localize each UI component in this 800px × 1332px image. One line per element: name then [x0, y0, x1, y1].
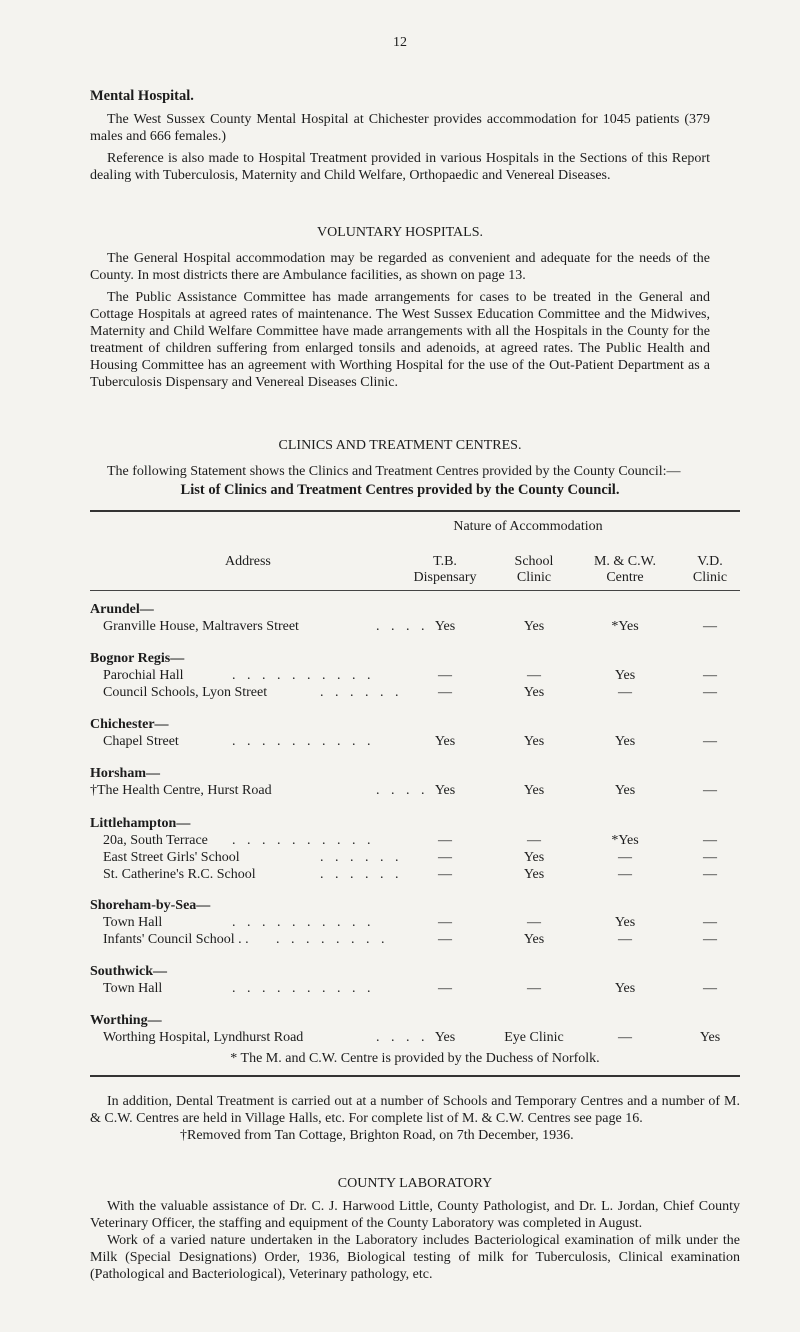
- row-vd: —: [703, 668, 717, 683]
- column-header-address: Address: [225, 554, 271, 569]
- table-top-rule: [90, 510, 740, 512]
- row-tb: —: [438, 668, 452, 683]
- row-vd: Yes: [699, 1030, 721, 1045]
- dot-leader: . . . . . . . . . .: [232, 668, 375, 683]
- column-header-mcw-line1: M. & C.W.: [593, 554, 657, 569]
- column-header-school-line1: School: [514, 554, 554, 569]
- row-school: Yes: [523, 783, 545, 798]
- row-tb: —: [438, 685, 452, 700]
- row-school: —: [527, 833, 541, 848]
- group-name-arundel: Arundel—: [90, 602, 154, 617]
- dot-leader: . . . . . . . . . .: [232, 734, 375, 749]
- column-header-mcw: [575, 554, 675, 586]
- row-mcw: *Yes: [611, 619, 639, 634]
- row-address: 20a, South Terrace: [103, 833, 208, 848]
- mental-hospital-heading: Mental Hospital.: [90, 88, 194, 104]
- laboratory-paragraph-1: With the valuable assistance of Dr. C. J. Harwood Little, County Pathologist, and Dr. L. Jordan, Chief County Veterinary Officer, the staffing and equipment of the County Laboratory was completed in August.: [90, 1199, 740, 1231]
- row-vd: —: [703, 619, 717, 634]
- mental-hospital-paragraph-2: Reference is also made to Hospital Treatment provided in various Hospitals in the Sections of this Report dealing with Tuberculosis, Maternity and Child Welfare, Orthopaedic and Venereal Diseases.: [90, 151, 710, 183]
- row-tb: —: [438, 850, 452, 865]
- row-school: —: [527, 668, 541, 683]
- page-number: 12: [393, 35, 407, 50]
- row-school: Yes: [523, 867, 545, 882]
- mental-hospital-section: [90, 88, 710, 184]
- table-header-rule: [90, 590, 740, 591]
- row-address: Town Hall: [103, 915, 163, 930]
- row-mcw: Yes: [614, 734, 636, 749]
- row-address: Town Hall: [103, 981, 163, 996]
- row-vd: —: [703, 685, 717, 700]
- row-tb: —: [438, 915, 452, 930]
- column-header-tb-line2: Dispensary: [413, 570, 477, 585]
- row-vd: —: [703, 850, 717, 865]
- table-footnote: * The M. and C.W. Centre is provided by the Duchess of Norfolk.: [230, 1051, 600, 1066]
- row-school: —: [527, 915, 541, 930]
- row-mcw: —: [618, 685, 632, 700]
- row-school: —: [527, 981, 541, 996]
- row-mcw: —: [618, 867, 632, 882]
- row-school: Eye Clinic: [504, 1030, 564, 1045]
- dot-leader: . . . .: [376, 783, 429, 798]
- row-address: Council Schools, Lyon Street: [103, 685, 268, 700]
- row-address: East Street Girls' School: [103, 850, 240, 865]
- removal-note: †Removed from Tan Cottage, Brighton Road, on 7th December, 1936.: [180, 1128, 574, 1143]
- mental-hospital-paragraph-1: The West Sussex County Mental Hospital at Chichester provides accommodation for 1045 patients (379 males and 666 females.): [90, 112, 710, 144]
- dot-leader: . . . .: [376, 619, 429, 634]
- row-tb: —: [438, 833, 452, 848]
- group-name-littlehampton: Littlehampton—: [90, 816, 191, 831]
- row-school: Yes: [523, 932, 545, 947]
- voluntary-hospitals-heading: VOLUNTARY HOSPITALS.: [316, 225, 484, 240]
- row-mcw: *Yes: [611, 833, 639, 848]
- row-tb: Yes: [434, 783, 456, 798]
- group-name-worthing: Worthing—: [90, 1013, 162, 1028]
- clinics-heading: CLINICS AND TREATMENT CENTRES.: [278, 438, 522, 453]
- laboratory-paragraph-2: Work of a varied nature undertaken in the Laboratory includes Bacteriological examination of milk under the Milk (Special Designations) Order, 1936, Biological testing of milk for Tuberculosis, Clinical examination (Pathological and Bacteriological), Veterinary pathology, etc.: [90, 1233, 740, 1282]
- row-address: Parochial Hall: [103, 668, 184, 683]
- row-vd: —: [703, 932, 717, 947]
- row-address: St. Catherine's R.C. School: [103, 867, 256, 882]
- clinics-intro: [90, 463, 710, 499]
- row-mcw: —: [618, 1030, 632, 1045]
- row-vd: —: [703, 867, 717, 882]
- row-school: Yes: [523, 685, 545, 700]
- row-tb: —: [438, 867, 452, 882]
- column-header-mcw-line2: Centre: [606, 570, 644, 585]
- voluntary-hospitals-section: [90, 250, 710, 391]
- row-address: †The Health Centre, Hurst Road: [90, 783, 272, 798]
- dot-leader: . . . . . . . . . .: [232, 981, 375, 996]
- clinics-intro-text: The following Statement shows the Clinics and Treatment Centres provided by the County Council:—: [107, 464, 681, 479]
- row-mcw: Yes: [614, 783, 636, 798]
- group-name-southwick: Southwick—: [90, 964, 168, 979]
- row-mcw: Yes: [614, 915, 636, 930]
- column-header-vd-line1: V.D.: [697, 554, 723, 569]
- row-mcw: Yes: [614, 981, 636, 996]
- row-mcw: —: [618, 850, 632, 865]
- row-tb: —: [438, 932, 452, 947]
- dot-leader: . . . . . .: [320, 867, 403, 882]
- table-title: List of Clinics and Treatment Centres provided by the County Council.: [180, 482, 620, 498]
- row-vd: —: [703, 833, 717, 848]
- row-address: Chapel Street: [103, 734, 179, 749]
- row-tb: Yes: [434, 734, 456, 749]
- column-header-school: [494, 554, 574, 586]
- dot-leader: . . . . . . . . . .: [232, 915, 375, 930]
- column-header-tb: [400, 554, 490, 586]
- row-mcw: Yes: [614, 668, 636, 683]
- row-tb: —: [438, 981, 452, 996]
- voluntary-paragraph-2: The Public Assistance Committee has made arrangements for cases to be treated in the General and Cottage Hospitals at agreed rates of maintenance. The West Sussex Education Committee and the Midwives, Maternity and Child Welfare Committee have made arrangements with all the Hospitals in the County for the treatment of children suffering from enlarged tonsils and adenoids, at agreed rates. The Public Health and Housing Committee has an agreement with Worthing Hospital for the use of the Out-Patient Department as a Tuberculosis Dispensary and Venereal Diseases Clinic.: [90, 290, 710, 390]
- dot-leader: . . . . . . . .: [276, 932, 389, 947]
- row-school: Yes: [523, 850, 545, 865]
- row-address: Infants' Council School . .: [103, 932, 249, 947]
- column-header-school-line2: Clinic: [516, 570, 552, 585]
- table-super-header: Nature of Accommodation: [453, 519, 603, 534]
- dot-leader: . . . .: [376, 1030, 429, 1045]
- row-mcw: —: [618, 932, 632, 947]
- dot-leader: . . . . . . . . . .: [232, 833, 375, 848]
- row-vd: —: [703, 734, 717, 749]
- dot-leader: . . . . . .: [320, 685, 403, 700]
- column-header-vd: [670, 554, 750, 586]
- laboratory-heading: COUNTY LABORATORY: [337, 1176, 493, 1191]
- table-bottom-rule: [90, 1075, 740, 1077]
- column-header-vd-line2: Clinic: [692, 570, 728, 585]
- row-tb: Yes: [434, 619, 456, 634]
- group-name-chichester: Chichester—: [90, 717, 169, 732]
- group-name-shoreham: Shoreham-by-Sea—: [90, 898, 211, 913]
- row-address: Granville House, Maltravers Street: [103, 619, 299, 634]
- after-table-section: [90, 1093, 740, 1144]
- row-school: Yes: [523, 734, 545, 749]
- row-address: Worthing Hospital, Lyndhurst Road: [103, 1030, 304, 1045]
- laboratory-section: [90, 1198, 740, 1283]
- column-header-tb-line1: T.B.: [433, 554, 457, 569]
- group-name-bognor-regis: Bognor Regis—: [90, 651, 185, 666]
- row-tb: Yes: [434, 1030, 456, 1045]
- row-vd: —: [703, 915, 717, 930]
- row-vd: —: [703, 783, 717, 798]
- dental-paragraph: In addition, Dental Treatment is carried out at a number of Schools and Temporary Centres and a number of M. & C.W. Centres are held in Village Halls, etc. For complete list of M. & C.W. Centres see page 16.: [90, 1094, 740, 1126]
- voluntary-paragraph-1: The General Hospital accommodation may be regarded as convenient and adequate for the needs of the County. In most districts there are Ambulance facilities, as shown on page 13.: [90, 251, 710, 283]
- group-name-horsham: Horsham—: [90, 766, 160, 781]
- dot-leader: . . . . . .: [320, 850, 403, 865]
- row-vd: —: [703, 981, 717, 996]
- row-school: Yes: [523, 619, 545, 634]
